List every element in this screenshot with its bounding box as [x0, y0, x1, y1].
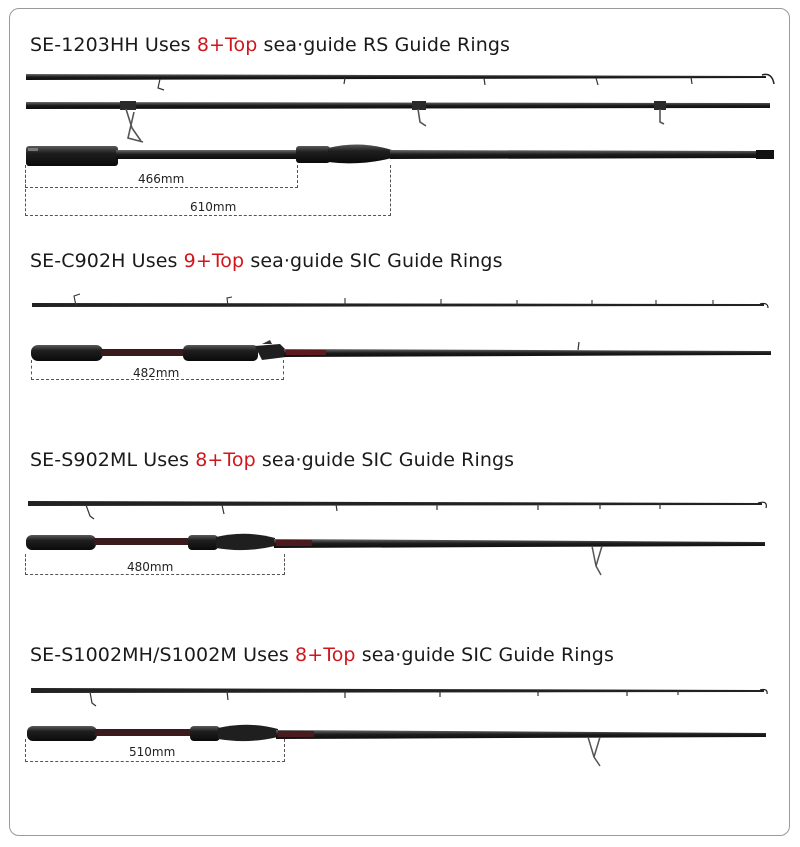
section-3-guide-rings: sea·guide SIC Guide Rings	[255, 449, 515, 471]
rod-1-tip-section	[26, 74, 774, 90]
rod-4-tip-section	[31, 688, 767, 706]
section-1-model: SE-1203HH	[30, 34, 139, 56]
section-2-guide-count: 9+Top	[183, 250, 245, 272]
section-1-guide-count: 8+Top	[196, 34, 258, 56]
section-2-guide-rings: sea·guide SIC Guide Rings	[244, 250, 503, 272]
dimension-label-510: 510mm	[129, 745, 176, 759]
dimension-label-482: 482mm	[133, 366, 180, 380]
rod-4-butt-section	[27, 725, 766, 766]
section-1-uses: Uses	[138, 34, 197, 56]
dimension-label-610: 610mm	[190, 200, 237, 214]
section-4-guide-rings: sea·guide SIC Guide Rings	[355, 644, 614, 666]
rod-1-mid-section	[26, 101, 770, 142]
rod-2-tip-section	[32, 294, 768, 308]
rod-3-butt-section	[26, 534, 765, 575]
rod-3-tip-section	[28, 501, 766, 519]
section-3-uses: Uses	[137, 449, 196, 471]
section-4-guide-count: 8+Top	[295, 644, 356, 666]
section-2-model: SE-C902H	[30, 250, 126, 272]
section-1-guide-rings: sea·guide RS Guide Rings	[257, 34, 511, 56]
section-4-uses: Uses	[236, 644, 296, 666]
section-4-model: SE-S1002MH/S1002M	[30, 644, 237, 666]
rod-2-butt-section	[31, 340, 771, 361]
section-3-model: SE-S902ML	[30, 449, 138, 471]
dimension-label-480: 480mm	[127, 560, 174, 574]
dimension-label-466: 466mm	[138, 172, 185, 186]
section-3-guide-count: 8+Top	[195, 449, 256, 471]
rod-1-butt-section	[26, 144, 774, 166]
section-2-uses: Uses	[125, 250, 184, 272]
